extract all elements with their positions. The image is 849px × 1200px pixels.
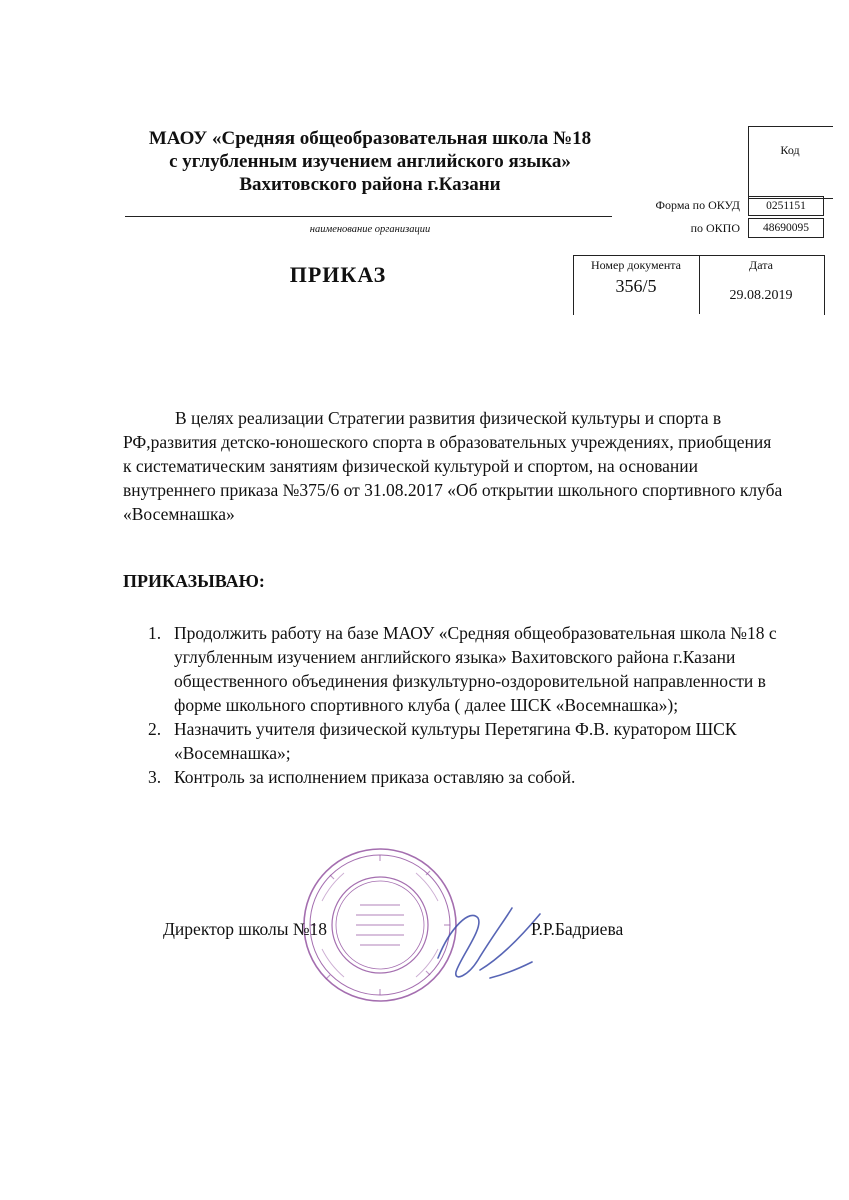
item-number: 2. — [148, 719, 162, 739]
order-items — [140, 621, 780, 789]
organization-line-3: Вахитовского района г.Казани — [239, 174, 501, 195]
organization-line-2: с углубленным изучением английского языка» — [169, 151, 571, 172]
order-heading: ПРИКАЗЫВАЮ: — [123, 571, 265, 591]
organization-name — [120, 127, 620, 196]
organization-underline — [125, 216, 612, 217]
item-text: Назначить учителя физической культуры Перетягина Ф.В. куратором ШСК «Восемнашка»; — [174, 719, 737, 763]
table-divider — [699, 255, 700, 314]
okud-label: Форма по ОКУД — [655, 198, 740, 212]
document-number-label: Номер документа — [590, 258, 682, 272]
code-header: Код — [780, 143, 800, 157]
list-item — [140, 621, 780, 717]
list-item — [140, 717, 780, 765]
signatory-name: Р.Р.Бадриева — [531, 919, 624, 939]
signature-icon — [420, 888, 560, 998]
list-item — [140, 765, 780, 789]
document-title: ПРИКАЗ — [289, 262, 387, 287]
item-text: Контроль за исполнением приказа оставляю за собой. — [174, 767, 576, 787]
okud-value: 0251151 — [748, 196, 824, 216]
preamble — [123, 406, 783, 526]
item-number: 1. — [148, 623, 162, 643]
document-number-value: 356/5 — [615, 276, 657, 296]
okpo-label: по ОКПО — [690, 221, 740, 235]
organization-caption: наименование организации — [309, 224, 431, 235]
code-box — [748, 126, 833, 199]
okpo-value: 48690095 — [748, 218, 824, 238]
preamble-text: В целях реализации Стратегии развития физической культуры и спорта в РФ,развития детско-юношеского спорта в образовательных учреждениях, приобщения к систематическим занятиям физической культурой и спортом, на основании внутреннего приказа №375/6 от 31.08.2017 «Об открытии школьного спортивного клуба «Восемнашка» — [123, 408, 783, 524]
document-date-value: 29.08.2019 — [729, 288, 793, 303]
organization-line-1: МАОУ «Средняя общеобразовательная школа №18 — [148, 128, 592, 149]
signatory-role: Директор школы №18 — [163, 919, 328, 939]
document-date-label: Дата — [749, 258, 773, 272]
item-text: Продолжить работу на базе МАОУ «Средняя общеобразовательная школа №18 с углубленным изучением английского языка» Вахитовского района г.Казани общественного объединения физкультурно-оздоровительной направленности в форме школьного спортивного клуба ( далее ШСК «Восемнашка»); — [174, 623, 777, 715]
item-number: 3. — [148, 767, 162, 787]
